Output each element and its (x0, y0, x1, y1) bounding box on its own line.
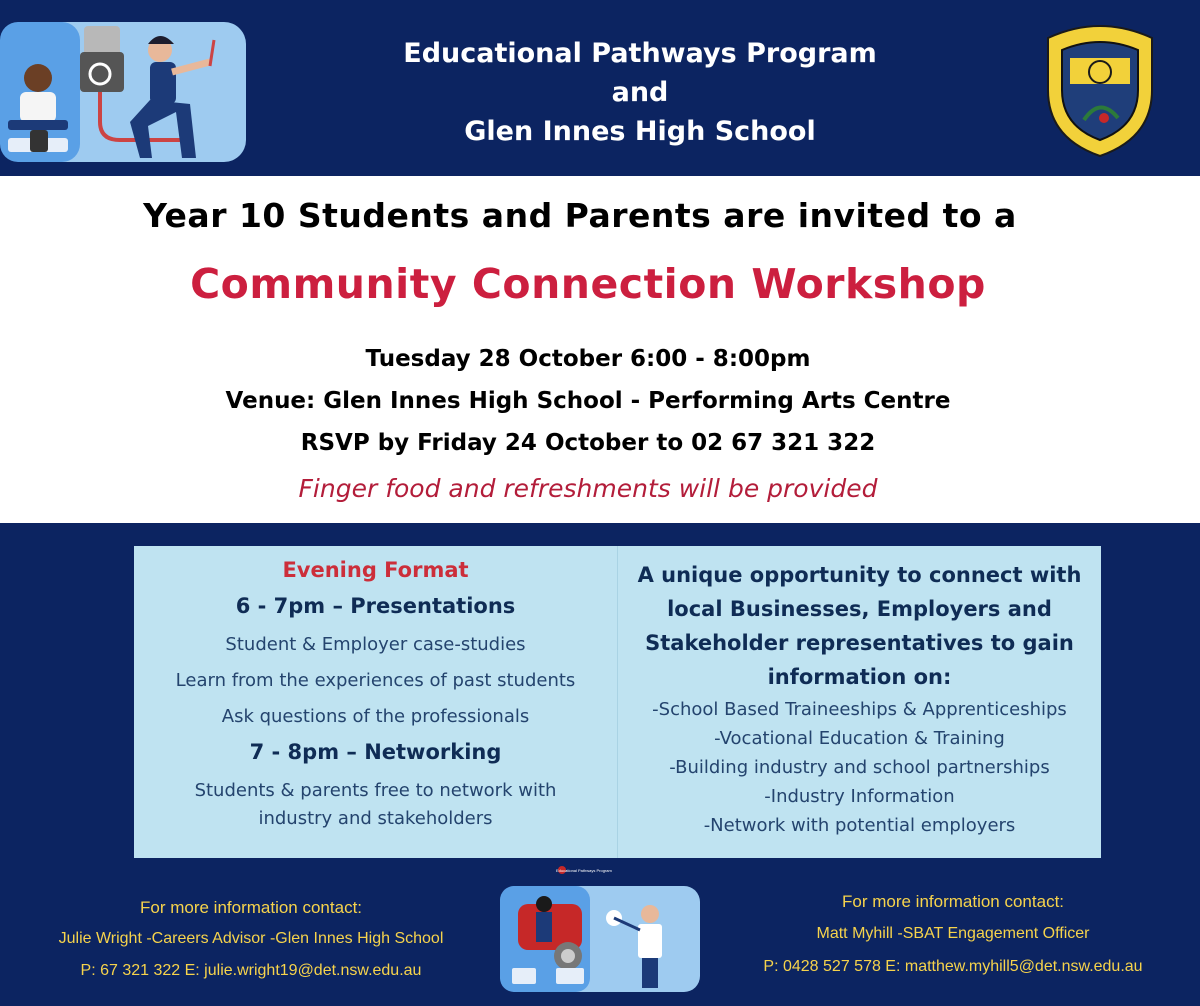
contact-heading: For more information contact: (841, 892, 1065, 911)
format-item: Student & Employer case-studies (225, 634, 526, 655)
format-item: Students & parents free to network with (194, 780, 557, 801)
opportunity-bullet: -School Based Traineeships & Apprenticeships (652, 699, 1067, 720)
format-item: industry and stakeholders (258, 808, 493, 829)
program-title-line1: Educational Pathways Program (403, 38, 877, 69)
format-item: Learn from the experiences of past students (175, 670, 576, 691)
contact-details: P: 67 321 322 E: julie.wright19@det.nsw.edu.au (80, 962, 422, 979)
presentations-heading: 6 - 7pm – Presentations (235, 594, 516, 618)
networking-heading: 7 - 8pm – Networking (249, 740, 502, 764)
info-panel (134, 546, 1101, 858)
event-rsvp: RSVP by Friday 24 October to 02 67 321 322 (300, 430, 876, 456)
opportunity-heading-line: local Businesses, Employers and (667, 597, 1052, 621)
contact-heading: For more information contact: (139, 898, 363, 917)
thumbnail-caption: Educational Pathways Program (556, 868, 612, 873)
worker-illustration (0, 22, 246, 162)
opportunity-heading-line: A unique opportunity to connect with (637, 563, 1082, 587)
format-item: Ask questions of the professionals (221, 706, 530, 727)
contact-name: Julie Wright -Careers Advisor -Glen Innes High School (58, 930, 444, 947)
opportunity-bullet: -Vocational Education & Training (714, 728, 1005, 749)
event-title: Community Connection Workshop (190, 260, 986, 308)
program-title (380, 34, 900, 151)
program-thumbnail-illustration (500, 864, 700, 992)
opportunity-bullet: -Network with potential employers (703, 815, 1016, 836)
contact-left (20, 858, 482, 1006)
evening-format-heading: Evening Format (282, 558, 469, 582)
school-crest-logo (1040, 20, 1160, 160)
contact-details: P: 0428 527 578 E: matthew.myhill5@det.nsw.edu.au (763, 958, 1143, 975)
opportunity-bullet: -Industry Information (764, 786, 955, 807)
program-title-line2: and (611, 77, 669, 108)
food-note: Finger food and refreshments will be provided (298, 474, 878, 503)
invitation-section (0, 176, 1200, 523)
event-date-time: Tuesday 28 October 6:00 - 8:00pm (365, 346, 811, 372)
program-title-line3: Glen Innes High School (464, 116, 816, 147)
invitation-intro: Year 10 Students and Parents are invited to a (143, 196, 1017, 235)
opportunity-heading-line: information on: (767, 665, 952, 689)
opportunity-heading-line: Stakeholder representatives to gain (645, 631, 1074, 655)
contact-name: Matt Myhill -SBAT Engagement Officer (816, 925, 1090, 942)
contact-right (728, 858, 1178, 1006)
event-venue: Venue: Glen Innes High School - Performing Arts Centre (225, 388, 951, 414)
header-band (0, 0, 1200, 176)
opportunity-bullet: -Building industry and school partnerships (669, 757, 1050, 778)
